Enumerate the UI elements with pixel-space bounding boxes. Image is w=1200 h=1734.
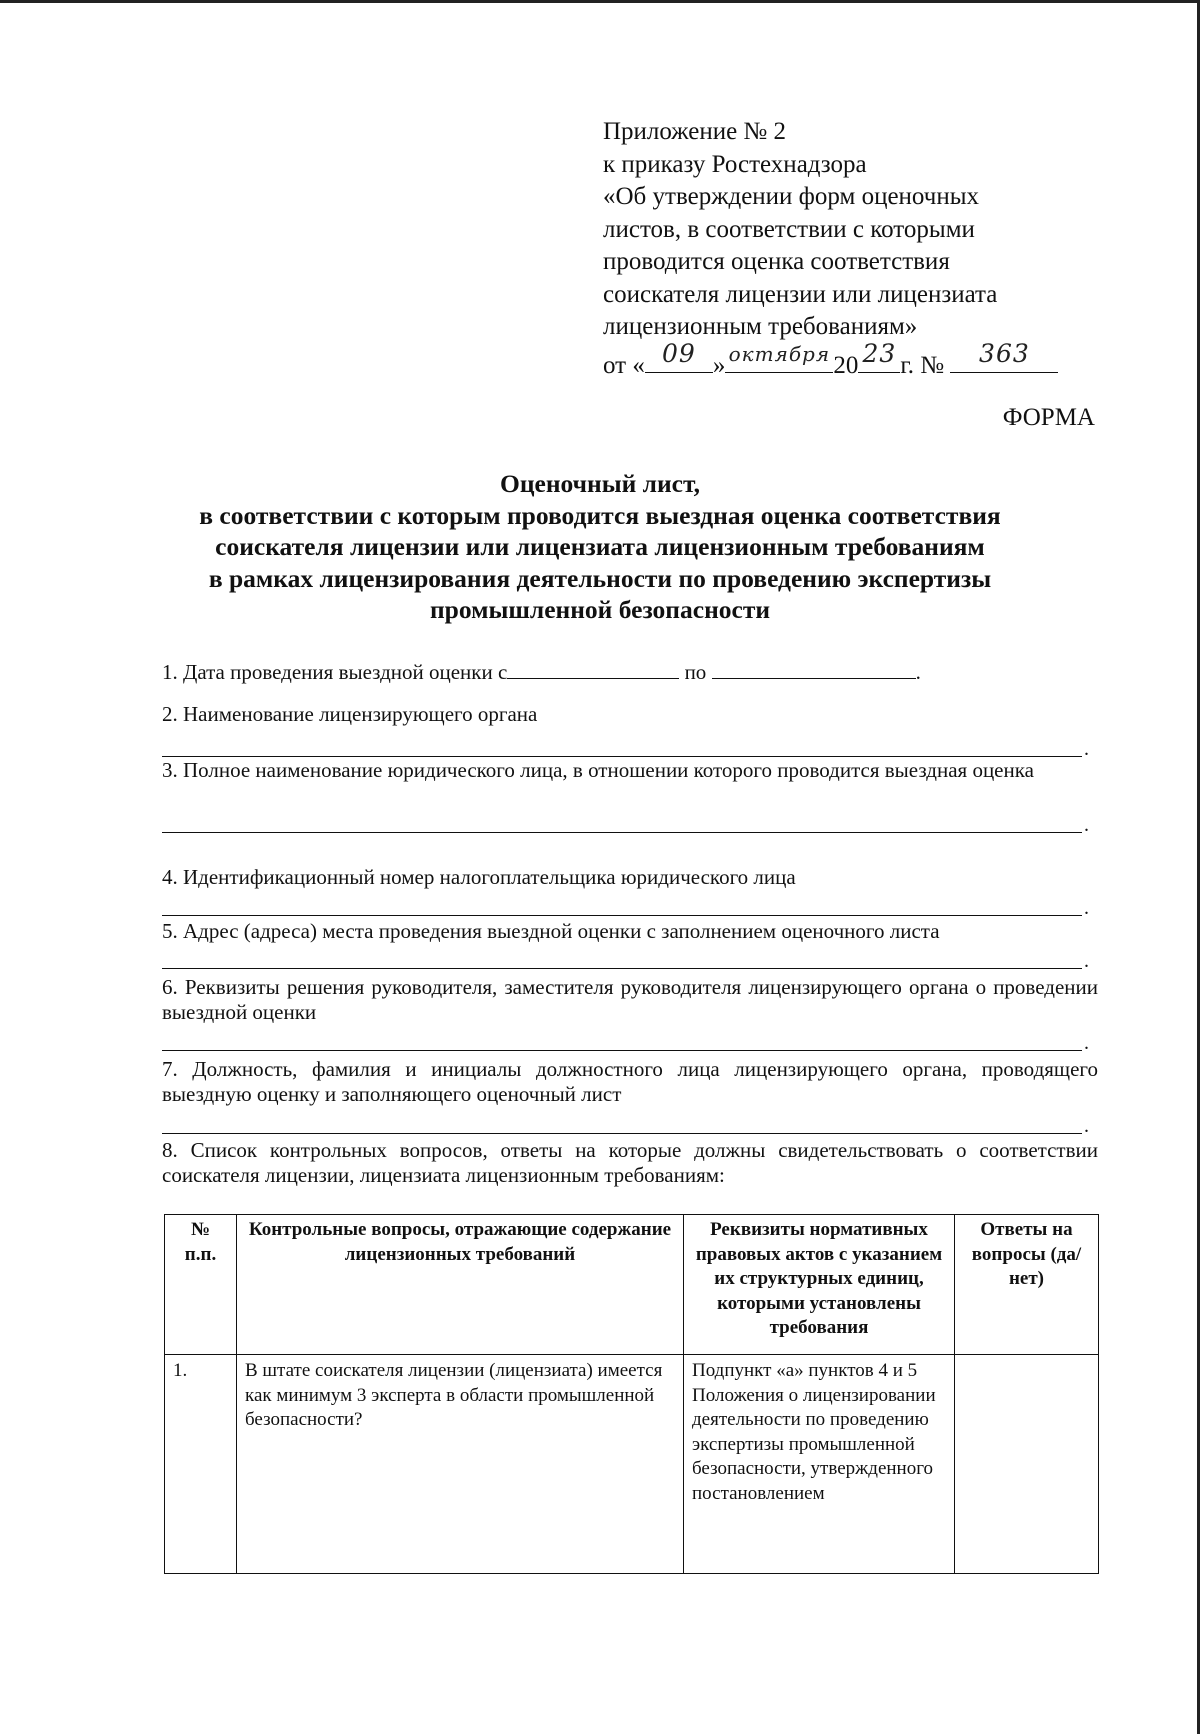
order-date-line	[603, 339, 1103, 383]
year-blank	[858, 339, 900, 373]
appendix-line: листов, в соответствии с которыми	[603, 215, 975, 243]
appendix-header	[603, 116, 1103, 382]
form-label: ФОРМА	[1002, 404, 1095, 431]
inspection-address-blank[interactable]	[162, 968, 1082, 969]
header-number: № п.п.	[165, 1215, 237, 1355]
day-close: »	[712, 351, 726, 379]
title-line: соискателя лицензии или лицензиата лицензионным требованиям	[215, 532, 985, 561]
field-end-dot: .	[1084, 897, 1089, 919]
scan-edge-top	[0, 0, 1200, 3]
header-question: Контрольные вопросы, отражающие содержание лицензионных требований	[237, 1215, 684, 1355]
field-label: по	[684, 660, 707, 684]
legal-entity-name-blank[interactable]	[162, 832, 1082, 833]
handwritten-month: октября	[728, 342, 831, 366]
decision-details-blank[interactable]	[162, 1050, 1082, 1051]
field-inspection-dates: 1. Дата проведения выездной оценки с по .	[162, 656, 1098, 685]
date-prefix: от «	[603, 351, 645, 379]
field-decision-details	[162, 975, 1098, 1025]
document-title	[150, 468, 1050, 626]
year-suffix: г. №	[900, 351, 945, 379]
official-name-blank[interactable]	[162, 1133, 1082, 1134]
field-end-dot: .	[1084, 950, 1089, 972]
field-inspection-address	[162, 919, 1098, 944]
field-legal-entity-name	[162, 758, 1098, 783]
year-prefix: 20	[833, 351, 859, 379]
title-line: промышленной безопасности	[429, 595, 771, 624]
field-licensing-authority	[162, 702, 1098, 727]
appendix-line: проводится оценка соответствия	[603, 248, 950, 275]
checklist-table	[164, 1214, 1099, 1574]
number-blank	[950, 339, 1058, 373]
field-label: 2. Наименование лицензирующего органа	[162, 702, 538, 726]
date-from-blank[interactable]	[507, 656, 679, 679]
appendix-line: соискателя лицензии или лицензиата	[603, 280, 998, 308]
title-line: Оценочный лист,	[500, 469, 700, 498]
handwritten-day: 09	[661, 339, 696, 368]
field-label: 5. Адрес (адреса) места проведения выездной оценки с заполнением оценочного листа	[162, 919, 940, 943]
day-blank	[645, 339, 713, 373]
date-to-blank[interactable]	[712, 656, 916, 679]
row-question: В штате соискателя лицензии (лицензиата) имеется как минимум 3 эксперта в области промышленной безопасности?	[237, 1355, 684, 1574]
row-number: 1.	[165, 1355, 237, 1574]
header-reference: Реквизиты нормативных правовых актов с указанием их структурных единиц, которыми установлены требования	[684, 1215, 955, 1355]
field-official-name	[162, 1057, 1098, 1107]
licensing-authority-blank[interactable]	[162, 756, 1082, 757]
table-row	[165, 1355, 1099, 1574]
header-answer: Ответы на вопросы (да/нет)	[955, 1215, 1099, 1355]
field-label: 8. Список контрольных вопросов, ответы на которые должны свидетельствовать о соответствии соискателя лицензии, лицензиата лицензионным требованиям:	[162, 1138, 1098, 1187]
field-end-dot: .	[1084, 1032, 1089, 1054]
field-checklist-intro	[162, 1138, 1098, 1188]
row-reference: Подпункт «а» пунктов 4 и 5 Положения о лицензировании деятельности по проведению экспертизы промышленной безопасности, утвержденного постановлением	[684, 1355, 955, 1574]
field-label: 6. Реквизиты решения руководителя, заместителя руководителя лицензирующего органа о проведении выездной оценки	[162, 975, 1098, 1024]
appendix-line: Приложение № 2	[603, 118, 787, 145]
month-blank	[725, 344, 833, 373]
appendix-line: «Об утверждении форм оценочных	[603, 183, 980, 210]
taxpayer-id-blank[interactable]	[162, 915, 1082, 916]
field-label: 3. Полное наименование юридического лица, в отношении которого проводится выездная оценка	[162, 758, 1034, 782]
appendix-line: лицензионным требованиям»	[603, 313, 918, 340]
field-label: 7. Должность, фамилия и инициалы должностного лица лицензирующего органа, проводящего выездную оценку и заполняющего оценочный лист	[162, 1057, 1098, 1106]
field-label: 4. Идентификационный номер налогоплательщика юридического лица	[162, 865, 796, 889]
appendix-line: к приказу Ростехнадзора	[603, 150, 867, 178]
title-line: в соответствии с которым проводится выездная оценка соответствия	[199, 500, 1001, 530]
handwritten-number: 363	[979, 339, 1030, 368]
title-line: в рамках лицензирования деятельности по проведению экспертизы	[208, 563, 992, 593]
field-end-dot: .	[1084, 814, 1089, 836]
field-end-dot: .	[1084, 1115, 1089, 1137]
handwritten-year: 23	[862, 339, 897, 368]
table-header-row	[165, 1215, 1099, 1355]
field-label: 1. Дата проведения выездной оценки с	[162, 660, 508, 684]
field-end-dot: .	[1084, 738, 1089, 760]
field-taxpayer-id	[162, 865, 1098, 890]
row-answer-cell[interactable]	[955, 1355, 1099, 1574]
